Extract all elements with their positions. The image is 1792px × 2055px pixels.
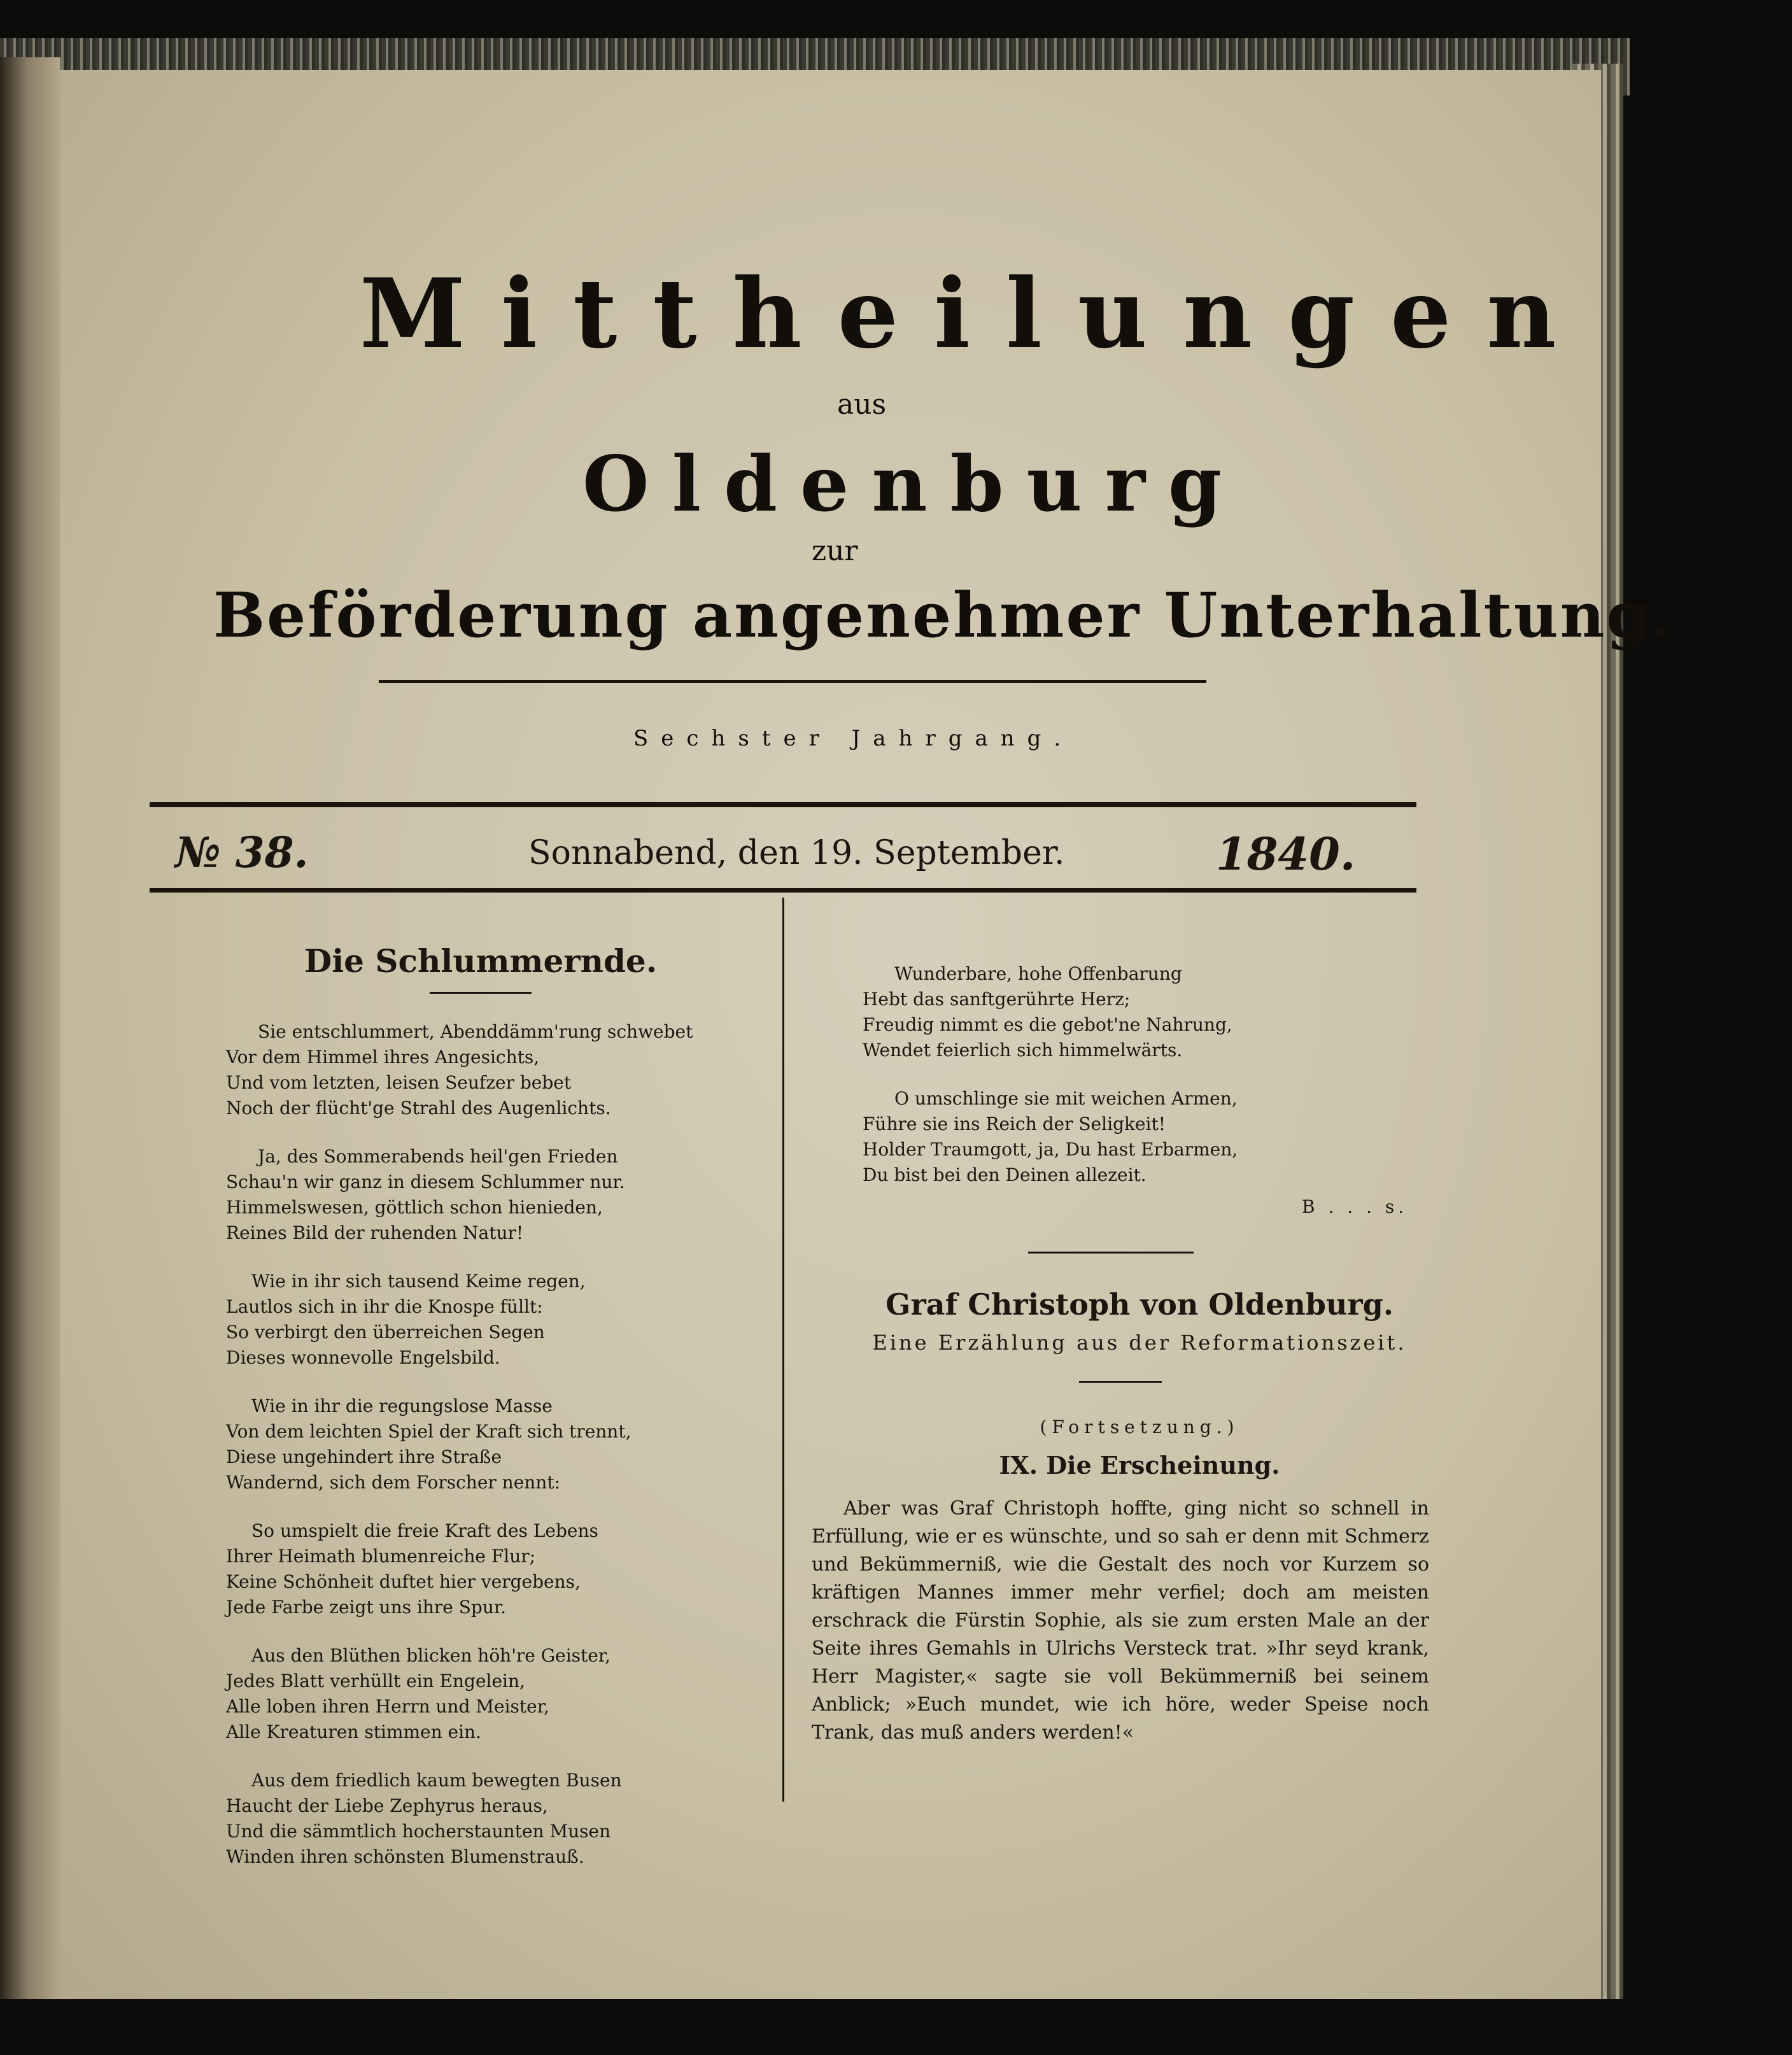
poem-line: Du bist bei den Deinen allezeit. (863, 1164, 1146, 1185)
poem-line: Von dem leichten Spiel der Kraft sich trennt, (226, 1421, 631, 1442)
poem-line: Dieses wonnevolle Engelsbild. (226, 1347, 500, 1368)
section-rule (1028, 1252, 1194, 1253)
issue-rule-top (150, 802, 1416, 807)
poem-line: Holder Traumgott, ja, Du hast Erbarmen, (863, 1139, 1238, 1160)
poem-signature: B . . . s. (1302, 1196, 1408, 1217)
issue-rule-bottom (150, 888, 1416, 893)
issue-year: 1840. (1216, 828, 1356, 880)
story-paragraph: Aber was Graf Christoph hoffte, ging nicht so schnell in Erfüllung, wie er es wünschte, und so sah er denn mit Schmerz und Bekümmerniß, wie die Gestalt des noch vor Kurzem so kräftigen Mannes immer mehr verfiel; doch am meisten erschrack die Fürstin Sophie, als sie zum ersten Male an der Seite ihres Gemahls in Ulrichs Versteck trat. »Ihr seyd krank, Herr Magister,« sagte sie voll Bekümmerniß bei seinem Anblick; »Euch mundet, wie ich höre, weder Speise noch Trank, das muß anders werden!« (812, 1497, 1429, 1744)
masthead-place: Oldenburg (582, 439, 1245, 529)
poem-line: Und die sämmtlich hocherstaunten Musen (226, 1821, 611, 1842)
story-subtitle: Eine Erzählung aus der Reformationszeit. (872, 1331, 1407, 1355)
poem-line: Noch der flücht'ge Strahl des Augenlichts. (226, 1098, 611, 1119)
poem-line: Schau'n wir ganz in diesem Schlummer nur. (226, 1171, 625, 1192)
poem-line: Ihrer Heimath blumenreiche Flur; (226, 1546, 536, 1567)
poem-stanza (201, 1768, 761, 1870)
right-column (812, 961, 1467, 1747)
poem-line: Hebt das sanftgerührte Herz; (863, 989, 1131, 1010)
story-rule (1079, 1381, 1162, 1383)
poem-line: So verbirgt den überreichen Segen (226, 1322, 545, 1343)
poem-line: Aus dem friedlich kaum bewegten Busen (251, 1770, 622, 1791)
poem-line: Wandernd, sich dem Forscher nennt: (226, 1472, 561, 1493)
masthead-subtitle: Beförderung angenehmer Unterhaltung. (213, 579, 1675, 651)
poem-title: Die Schlummernde. (304, 942, 658, 980)
left-page-edge (0, 57, 60, 1999)
poem-stanza (201, 1269, 761, 1371)
poem-line: Winden ihren schönsten Blumenstrauß. (226, 1846, 584, 1867)
story-title: Graf Christoph von Oldenburg. (885, 1287, 1393, 1322)
poem-stanza (201, 1643, 761, 1745)
poem-title-rule (430, 992, 532, 994)
poem-line: Alle Kreaturen stimmen ein. (226, 1721, 481, 1742)
poem-stanza (201, 1019, 761, 1121)
poem-line: Jede Farbe zeigt uns ihre Spur. (226, 1597, 507, 1618)
poem-line: Sie entschlummert, Abenddämm'rung schwebet (258, 1021, 693, 1042)
masthead-divider (379, 680, 1206, 683)
issue-number: № 38. (175, 828, 309, 877)
poem-stanza (201, 1394, 761, 1495)
poem-line: Aus den Blüthen blicken höh're Geister, (251, 1645, 611, 1666)
poem-line: Himmelswesen, göttlich schon hienieden, (226, 1197, 603, 1218)
poem-line: Keine Schönheit duftet hier vergebens, (226, 1571, 581, 1592)
poem-line: Wunderbare, hohe Offenbarung (894, 963, 1182, 984)
poem-line: Wie in ihr sich tausend Keime regen, (251, 1271, 586, 1292)
poem-line: O umschlinge sie mit weichen Armen, (894, 1088, 1238, 1109)
issue-date: Sonnabend, den 19. September. (528, 834, 1065, 872)
masthead-aus: aus (837, 388, 887, 421)
volume-label: Sechster Jahrgang. (633, 726, 1074, 751)
masthead-zur: zur (812, 535, 858, 567)
poem-stanza (201, 1518, 761, 1620)
masthead-title: Mittheilungen (360, 258, 1592, 370)
poem-line: Freudig nimmt es die gebot'ne Nahrung, (863, 1014, 1232, 1035)
story-continuation: (Fortsetzung.) (1040, 1416, 1239, 1437)
poem-line: Vor dem Himmel ihres Angesichts, (226, 1047, 540, 1068)
poem-line: Haucht der Liebe Zephyrus heraus, (226, 1795, 548, 1816)
poem-line: Und vom letzten, leisen Seufzer bebet (226, 1072, 572, 1093)
poem-line: Ja, des Sommerabends heil'gen Frieden (258, 1146, 618, 1167)
poem-line: Lautlos sich in ihr die Knospe füllt: (226, 1296, 543, 1317)
poem-column (201, 942, 761, 1893)
poem-line: Wendet feierlich sich himmelwärts. (863, 1040, 1183, 1061)
newspaper-page (60, 70, 1675, 1999)
poem-line: Diese ungehindert ihre Straße (226, 1446, 502, 1467)
column-divider (782, 898, 784, 1802)
poem-stanza (201, 1144, 761, 1246)
poem-stanza-continued (812, 1086, 1467, 1188)
poem-stanza-continued (812, 961, 1467, 1063)
poem-line: Führe sie ins Reich der Seligkeit! (863, 1113, 1166, 1134)
chapter-heading: IX. Die Erscheinung. (999, 1451, 1280, 1479)
poem-line: Jedes Blatt verhüllt ein Engelein, (226, 1670, 525, 1691)
poem-line: Alle loben ihren Herrn und Meister, (226, 1696, 549, 1717)
poem-line: Reines Bild der ruhenden Natur! (226, 1222, 524, 1243)
poem-line: Wie in ihr die regungslose Masse (251, 1395, 553, 1416)
poem-line: So umspielt die freie Kraft des Lebens (251, 1520, 598, 1541)
